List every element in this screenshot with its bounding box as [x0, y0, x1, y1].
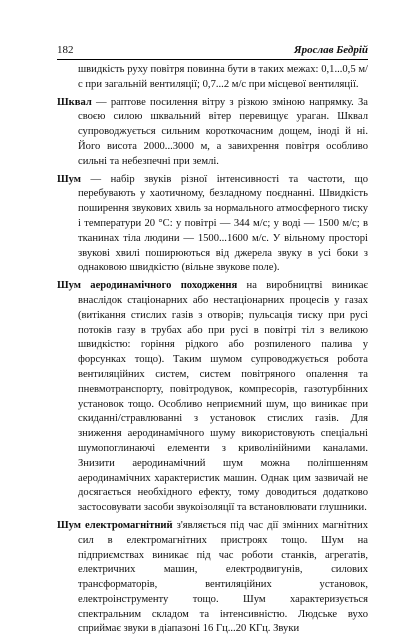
entry-term: Шум електромагнітний [57, 519, 173, 531]
page-number: 182 [57, 44, 74, 56]
header-rule [57, 59, 368, 60]
page-content [57, 63, 368, 640]
entry-term: Шум [57, 173, 82, 185]
continued-paragraph [57, 63, 368, 93]
glossary-entry-shum-aerodynamic [57, 279, 368, 516]
entry-term: Шквал [57, 96, 92, 108]
glossary-entry-shum [57, 173, 368, 277]
entry-text: з'являється під час дії змінних магнітних сил в електромагнітних пристроях тощо. Шум на підприємствах виникає під час роботи станків, агрегатів, електричних машин, електродвигунів, силових трансформаторів, вентиляційних установок, електроінструменту тощо. Шум характеризується спектральним складом та інтенсивністю. Людське вухо сприймає звуки в діапазоні 16 Гц...20 КГц. Звуки [78, 519, 368, 635]
glossary-entry-shkval [57, 96, 368, 170]
entry-text: на виробництві виникає внаслідок стаціонарних або нестаціонарних процесів у газах (витікання стислих газів з отворів; пульсація тиску при русі потоків газу в трубах або при русі в повітрі тіл з великою швидкістю: горіння рідкого або розпиленого палива у форсунках тощо). Таким шумом супроводжується робота вентиляційних систем, систем повітряного опалення та пневмотранспорту, повітродувок, компресорів, газотурбінних установок тощо. Особливо неприємний шум, що виникає при скиданні/стравлюванні з установок стислих газів. Для зниження аеродинамічного шуму використовують спеціальні шумопоглинаючі елементи з криволінійними каналами. Знизити аеродинамічний шум можна поліпшенням аеродинамічних характеристик машин. Однак цим зазвичай не досягається необхідного ефекту, тому доводиться додатково застосовувати засоби звукоізоляції та встановлювати глушники. [78, 280, 368, 514]
glossary-entry-shum-electromagnetic [57, 519, 368, 637]
entry-term: Шум аеродинамічного походження [57, 280, 238, 292]
entry-text: — набір звуків різної інтенсивності та частоти, що перебувають у хаотичному, безладному поєднанні. Швидкість поширення звукових хвиль за нормального атмосферного тиску і температури 20 °С: у повітрі — 344 м/с; у воді — 1500 м/с; в тканинах тіла людини — 1500...1600 м/с. У вільному просторі звукові хвилі поширюються від джерела звуку в усі боки з однаковою швидкістю (вільне звукове поле). [78, 173, 368, 274]
entry-text: — раптове посилення вітру з різкою зміною напрямку. За своєю силою шквальний вітер перевищує ураган. Шквал супроводжується сильним короткочасним дощем, іноді й ні. Його висота 2000...3000 м, а завихрення повітря особливо сильні та небезпечні при землі. [78, 96, 368, 167]
entry-text: швидкість руху повітря повинна бути в таких межах: 0,1...0,5 м/с при загальній вентиляції; 0,7...2 м/с при місцевої вентиляції. [78, 64, 368, 90]
page-header [57, 40, 368, 56]
running-head-author: Ярослав Бедрій [294, 44, 368, 56]
